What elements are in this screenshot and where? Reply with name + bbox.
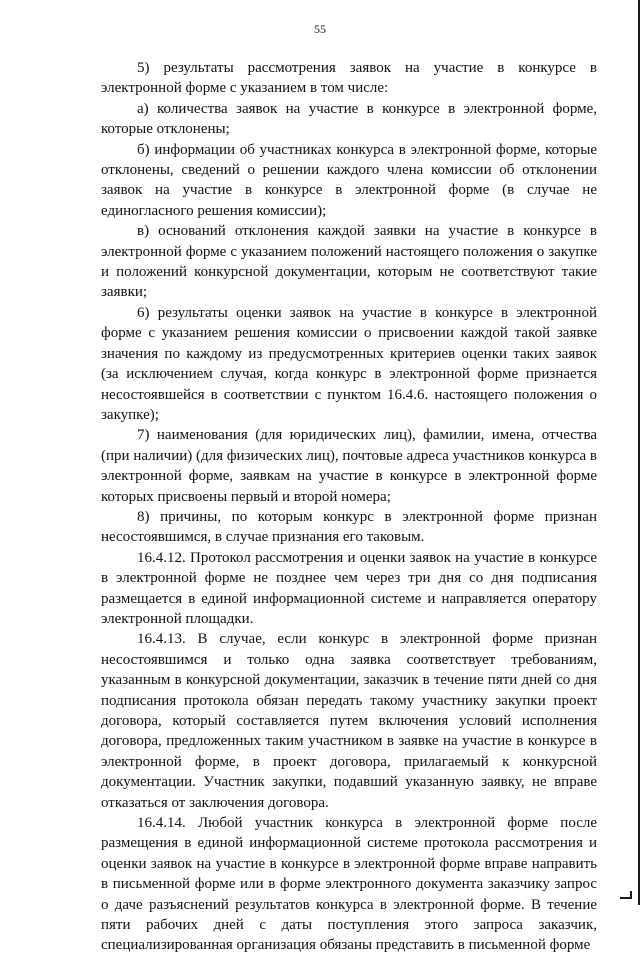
- paragraph-item-5: 5) результаты рассмотрения заявок на участие в конкурсе в электронной форме с указанием в том числе:: [101, 60, 597, 97]
- paragraph-subitem-b: б) информации об участниках конкурса в электронной форме, которые отклонены, сведений о решении каждого члена комиссии об отклонении заявок на участие в конкурсе в электронной форме (в случае не единогласного решения комиссии);: [101, 141, 597, 219]
- paragraph-16-4-13: 16.4.13. В случае, если конкурс в электронной форме признан несостоявшимся и только одна заявка соответствует требованиям, указанным в конкурсной документации, заказчик в течение пяти дней со дня подписания протокола обязан передать такому участнику закупки проект договора, который составляется путем включения условий исполнения договора, предложенных таким участником в заявке на участие в конкурсе в электронной форме, в проект договора, прилагаемый к конкурсной документации. Участник закупки, подавший указанную заявку, не вправе отказаться от заключения договора.: [101, 631, 597, 811]
- paragraph-subitem-v: в) оснований отклонения каждой заявки на участие в конкурсе в электронной форме с указанием положений настоящего положения о закупке и положений конкурсной документации, которым не соответствуют такие заявки;: [101, 223, 597, 301]
- paragraph-subitem-a: а) количества заявок на участие в конкурсе в электронной форме, которые отклонены;: [101, 100, 597, 138]
- paragraph-16-4-14: 16.4.14. Любой участник конкурса в электронной форме после размещения в единой информационной системе протокола рассмотрения и оценки заявок на участие в конкурсе в электронной форме вправе направить в письменной форме или в форме электронного документа заказчику запрос о даче разъяснений результатов конкурса в электронной форме. В течение пяти рабочих дней с даты поступления этого запроса заказчик, специализированная организация обязаны представить в письменной форме: [101, 815, 597, 954]
- page-number: 55: [314, 22, 326, 36]
- document-body: [101, 58, 597, 956]
- paragraph-item-7: 7) наименования (для юридических лиц), фамилии, имена, отчества (при наличии) (для физических лиц), почтовые адреса участников конкурса в электронной форме, заявкам на участие в конкурсе в электронной форме которых присвоены первый и второй номера;: [101, 427, 597, 505]
- paragraph-16-4-12: 16.4.12. Протокол рассмотрения и оценки заявок на участие в конкурсе в электронной форме не позднее чем через три дня со дня подписания размещается в единой информационной системе и направляется оператору электронной площадки.: [101, 549, 597, 627]
- scan-corner-mark: [620, 891, 632, 899]
- paragraph-item-8: 8) причины, по которым конкурс в электронной форме признан несостоявшимся, в случае признания его таковым.: [101, 508, 597, 546]
- paragraph-item-6: 6) результаты оценки заявок на участие в конкурсе в электронной форме с указанием решения комиссии о присвоении каждой такой заявке значения по каждому из предусмотренных критериев оценки таких заявок (за исключением случая, когда конкурс в электронной форме признается несостоявшейся в соответствии с пунктом 16.4.6. настоящего положения о закупке);: [101, 304, 597, 423]
